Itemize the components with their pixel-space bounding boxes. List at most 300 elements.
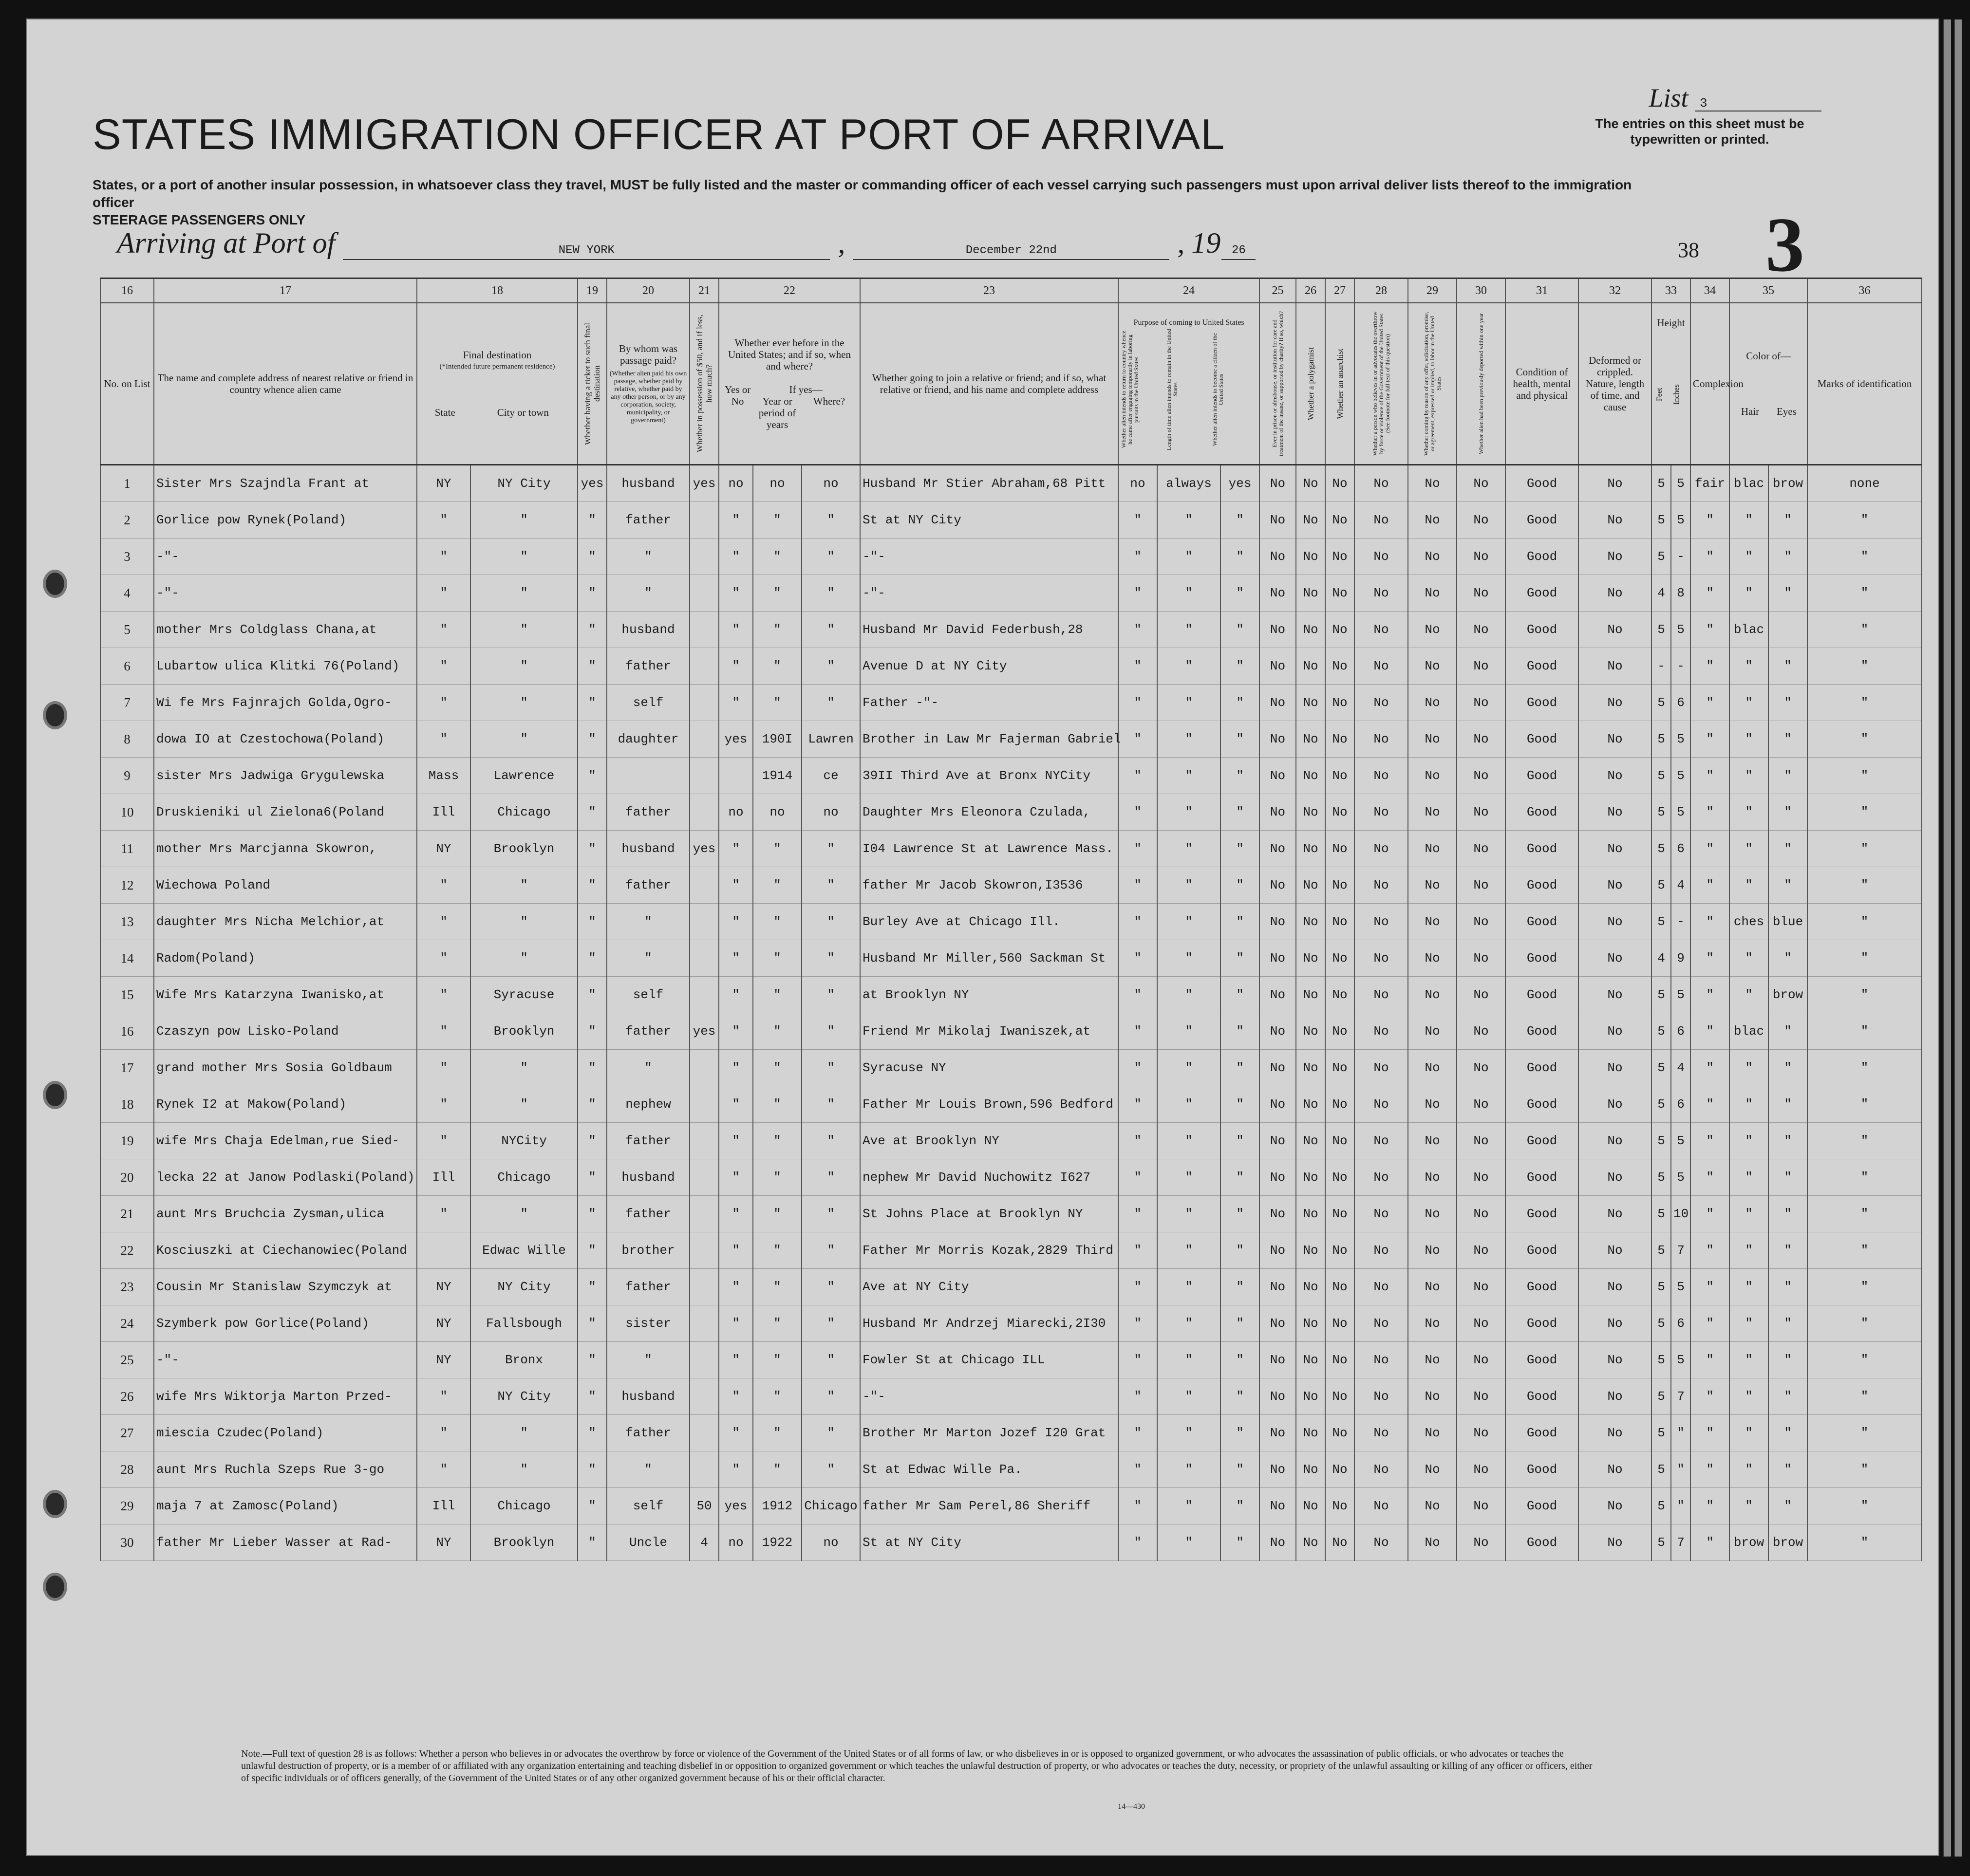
where-cell: ce [802, 758, 860, 794]
purpose-sub-2: Length of time alien intends to remain in the United States [1165, 329, 1179, 450]
deformed-cell: No [1578, 1342, 1651, 1378]
purpose-return: " [1118, 831, 1157, 867]
relative-address: lecka 22 at Janow Podlaski(Poland) [154, 1159, 417, 1196]
hair-color: " [1729, 539, 1768, 575]
years-cell: " [753, 1269, 802, 1305]
page-subtitle [93, 176, 1651, 229]
dest-state: " [417, 867, 470, 904]
joining-cell: father Mr Sam Perel,86 Sheriff [860, 1488, 1118, 1524]
overthrow-cell: No [1354, 1013, 1408, 1050]
deformed-cell: No [1578, 867, 1651, 904]
joining-cell: Ave at Brooklyn NY [860, 1123, 1118, 1159]
deformed-cell: No [1578, 539, 1651, 575]
row-number: 21 [100, 1196, 154, 1232]
years-cell: " [753, 1050, 802, 1086]
purpose-return: " [1118, 1123, 1157, 1159]
eye-color [1768, 612, 1807, 648]
manifest-row [100, 502, 1922, 539]
money-cell [690, 758, 719, 794]
polygamist-cell: No [1296, 977, 1325, 1013]
eye-color: " [1768, 758, 1807, 794]
purpose-return: no [1118, 465, 1157, 502]
column-heading-row [100, 303, 1922, 465]
dest-city: " [470, 1451, 578, 1488]
height-title: Height [1657, 317, 1685, 329]
purpose-length: " [1157, 648, 1220, 685]
prison-cell: No [1259, 1159, 1296, 1196]
complexion-cell: " [1690, 502, 1729, 539]
contract-cell: No [1408, 502, 1457, 539]
col-num: 29 [1408, 279, 1457, 303]
where-cell: " [802, 575, 860, 612]
purpose-citizen: " [1220, 831, 1259, 867]
height-feet: 5 [1651, 1013, 1671, 1050]
deported-cell: No [1457, 685, 1505, 721]
dest-state: Ill [417, 1488, 470, 1524]
joining-cell: St at Edwac Wille Pa. [860, 1451, 1118, 1488]
hair-color: " [1729, 1269, 1768, 1305]
contract-cell: No [1408, 612, 1457, 648]
polygamist-cell: No [1296, 539, 1325, 575]
complexion-cell: " [1690, 648, 1729, 685]
manifest-row [100, 1232, 1922, 1269]
hair-color: " [1729, 1415, 1768, 1451]
dest-state: " [417, 1013, 470, 1050]
relative-address: aunt Mrs Ruchla Szeps Rue 3-go [154, 1451, 417, 1488]
money-cell [690, 721, 719, 758]
deported-cell: No [1457, 1524, 1505, 1561]
dest-city: " [470, 612, 578, 648]
before-us-cell: " [719, 867, 753, 904]
years-cell: " [753, 648, 802, 685]
row-number: 3 [100, 539, 154, 575]
complexion-cell: fair [1690, 465, 1729, 502]
height-inches: 5 [1671, 612, 1690, 648]
purpose-return: " [1118, 977, 1157, 1013]
head-deformed: Deformed or crippled. Nature, length of time, and cause [1578, 303, 1651, 465]
manifest-row [100, 1086, 1922, 1123]
complexion-cell: " [1690, 1159, 1729, 1196]
row-number: 1 [100, 465, 154, 502]
height-feet: - [1651, 648, 1671, 685]
dest-state: NY [417, 831, 470, 867]
height-feet: 5 [1651, 904, 1671, 940]
height-feet: 5 [1651, 867, 1671, 904]
anarchist-cell: No [1325, 648, 1354, 685]
manifest-row [100, 1524, 1922, 1561]
marks-cell: " [1807, 1050, 1922, 1086]
anarchist-cell: No [1325, 1159, 1354, 1196]
complexion-cell: " [1690, 1451, 1729, 1488]
hair-color: " [1729, 940, 1768, 977]
joining-cell: nephew Mr David Nuchowitz I627 [860, 1159, 1118, 1196]
deformed-cell: No [1578, 1269, 1651, 1305]
prison-cell: No [1259, 904, 1296, 940]
height-feet: 5 [1651, 1232, 1671, 1269]
row-number: 25 [100, 1342, 154, 1378]
joining-cell: Friend Mr Mikolaj Iwaniszek,at [860, 1013, 1118, 1050]
years-cell: " [753, 940, 802, 977]
deformed-cell: No [1578, 502, 1651, 539]
contract-cell: No [1408, 1488, 1457, 1524]
joining-cell: -"- [860, 575, 1118, 612]
eye-color: " [1768, 1232, 1807, 1269]
purpose-return: " [1118, 502, 1157, 539]
purpose-length: " [1157, 1196, 1220, 1232]
hair-color: " [1729, 502, 1768, 539]
contract-cell: No [1408, 1123, 1457, 1159]
dest-state: " [417, 685, 470, 721]
head-final-destination [417, 303, 578, 465]
dest-city: NYCity [470, 1123, 578, 1159]
head-health: Condition of health, mental and physical [1505, 303, 1578, 465]
row-number: 10 [100, 794, 154, 831]
prison-cell: No [1259, 1050, 1296, 1086]
joining-cell: -"- [860, 539, 1118, 575]
contract-cell: No [1408, 1451, 1457, 1488]
anarchist-cell: No [1325, 1232, 1354, 1269]
purpose-length: " [1157, 904, 1220, 940]
ticket-cell: " [578, 1378, 607, 1415]
head-deported [1457, 303, 1505, 465]
relative-address: Wiechowa Poland [154, 867, 417, 904]
health-cell: Good [1505, 1269, 1578, 1305]
dest-state: " [417, 1378, 470, 1415]
eye-color: " [1768, 1013, 1807, 1050]
money-cell [690, 940, 719, 977]
overthrow-cell: No [1354, 612, 1408, 648]
marks-cell: " [1807, 612, 1922, 648]
purpose-length: " [1157, 1342, 1220, 1378]
eye-color: " [1768, 1196, 1807, 1232]
health-cell: Good [1505, 502, 1578, 539]
hair-color: " [1729, 1232, 1768, 1269]
polygamist-cell: No [1296, 904, 1325, 940]
anarchist-cell: No [1325, 1415, 1354, 1451]
height-inches: - [1671, 539, 1690, 575]
height-inches: 7 [1671, 1378, 1690, 1415]
subtitle-line-1: States, or a port of another insular possession, in whatsoever class they travel, MUST be fully listed and the master or commanding officer of each vessel carrying such passengers must upon arrival deliver lists thereof to the immigration officer [93, 177, 1632, 210]
relative-address: Cousin Mr Stanislaw Szymczyk at [154, 1269, 417, 1305]
prison-cell: No [1259, 1123, 1296, 1159]
money-cell [690, 1159, 719, 1196]
head-no-on-list: No. on List [100, 303, 154, 465]
years-cell: " [753, 612, 802, 648]
height-feet: 5 [1651, 1342, 1671, 1378]
where-cell: " [802, 1086, 860, 1123]
col-num: 28 [1354, 279, 1408, 303]
deformed-cell: No [1578, 794, 1651, 831]
deported-cell: No [1457, 758, 1505, 794]
contract-cell: No [1408, 794, 1457, 831]
final-destination-title: Final destination [463, 349, 532, 361]
height-feet: 5 [1651, 685, 1671, 721]
height-inches: " [1671, 1451, 1690, 1488]
relative-address: sister Mrs Jadwiga Grygulewska [154, 758, 417, 794]
purpose-return: " [1118, 1415, 1157, 1451]
complexion-cell: " [1690, 1232, 1729, 1269]
deformed-cell: No [1578, 1013, 1651, 1050]
health-cell: Good [1505, 977, 1578, 1013]
hair-color: " [1729, 867, 1768, 904]
purpose-length: " [1157, 1050, 1220, 1086]
purpose-citizen: " [1220, 1013, 1259, 1050]
manifest-row [100, 1013, 1922, 1050]
dest-city: " [470, 940, 578, 977]
polygamist-cell: No [1296, 1488, 1325, 1524]
manifest-row [100, 612, 1922, 648]
height-feet: 5 [1651, 1123, 1671, 1159]
form-code: 14—430 [1118, 1802, 1145, 1811]
eye-color: " [1768, 794, 1807, 831]
anarchist-cell: No [1325, 1378, 1354, 1415]
manifest-row [100, 831, 1922, 867]
dest-city: " [470, 721, 578, 758]
height-feet: 5 [1651, 977, 1671, 1013]
col-num: 21 [690, 279, 719, 303]
height-feet: 5 [1651, 465, 1671, 502]
prison-cell: No [1259, 758, 1296, 794]
joining-cell: Burley Ave at Chicago Ill. [860, 904, 1118, 940]
passage-paid-by: self [607, 685, 690, 721]
hair-color: " [1729, 1086, 1768, 1123]
complexion-cell: " [1690, 1342, 1729, 1378]
height-inches: - [1671, 904, 1690, 940]
passage-paid-by: father [607, 867, 690, 904]
anarchist-cell: No [1325, 1524, 1354, 1561]
eye-color: " [1768, 1378, 1807, 1415]
before-us-cell: " [719, 1378, 753, 1415]
prison-cell: No [1259, 1488, 1296, 1524]
eye-color: " [1768, 1050, 1807, 1086]
before-us-cell: " [719, 831, 753, 867]
dest-city: " [470, 904, 578, 940]
dest-city: Chicago [470, 1159, 578, 1196]
hair-color: " [1729, 758, 1768, 794]
list-label-text: List [1649, 83, 1689, 112]
dest-city: Syracuse [470, 977, 578, 1013]
money-cell: yes [690, 831, 719, 867]
dest-state: NY [417, 1342, 470, 1378]
deported-cell: No [1457, 1013, 1505, 1050]
head-contract-text: Whether coming by reason of any offer, solicitation, promise, or agreement, expressed or implied, to labor in the United States [1422, 312, 1442, 456]
dest-state: Ill [417, 794, 470, 831]
ticket-cell: " [578, 977, 607, 1013]
contract-cell: No [1408, 1415, 1457, 1451]
height-feet: 5 [1651, 831, 1671, 867]
before-us-cell: " [719, 648, 753, 685]
hair-color: " [1729, 1378, 1768, 1415]
before-us-cell: " [719, 1232, 753, 1269]
eye-color: " [1768, 502, 1807, 539]
deformed-cell: No [1578, 1159, 1651, 1196]
marks-cell: " [1807, 539, 1922, 575]
anarchist-cell: No [1325, 721, 1354, 758]
polygamist-cell: No [1296, 1196, 1325, 1232]
overthrow-cell: No [1354, 758, 1408, 794]
hair-color: brow [1729, 1524, 1768, 1561]
deformed-cell: No [1578, 648, 1651, 685]
before-us-cell: " [719, 904, 753, 940]
purpose-length: " [1157, 1524, 1220, 1561]
hair-color: blac [1729, 1013, 1768, 1050]
height-feet: 5 [1651, 1451, 1671, 1488]
contract-cell: No [1408, 1378, 1457, 1415]
eye-color: " [1768, 1159, 1807, 1196]
joining-cell: Husband Mr David Federbush,28 [860, 612, 1118, 648]
col-num: 33 [1651, 279, 1690, 303]
health-cell: Good [1505, 1305, 1578, 1342]
passage-paid-by: husband [607, 1378, 690, 1415]
row-number: 16 [100, 1013, 154, 1050]
col-num: 27 [1325, 279, 1354, 303]
year-prefix: 19 [1191, 227, 1221, 259]
dest-city: Edwac Wille [470, 1232, 578, 1269]
purpose-return: " [1118, 1524, 1157, 1561]
purpose-citizen: " [1220, 1269, 1259, 1305]
complexion-cell: " [1690, 1013, 1729, 1050]
money-cell [690, 794, 719, 831]
overthrow-cell: No [1354, 1086, 1408, 1123]
before-us-cell: " [719, 612, 753, 648]
height-feet: 5 [1651, 1488, 1671, 1524]
purpose-citizen: " [1220, 1524, 1259, 1561]
before-us-cell: " [719, 575, 753, 612]
relative-address: maja 7 at Zamosc(Poland) [154, 1488, 417, 1524]
money-cell [690, 1378, 719, 1415]
eye-color: " [1768, 721, 1807, 758]
eye-color: " [1768, 648, 1807, 685]
purpose-return: " [1118, 940, 1157, 977]
relative-address: Szymberk pow Gorlice(Poland) [154, 1305, 417, 1342]
anarchist-cell: No [1325, 575, 1354, 612]
marks-cell: " [1807, 1451, 1922, 1488]
height-inches: 4 [1671, 1050, 1690, 1086]
deformed-cell: No [1578, 1524, 1651, 1561]
joining-cell: 39II Third Ave at Bronx NYCity [860, 758, 1118, 794]
manifest-row [100, 1305, 1922, 1342]
hair-color: " [1729, 1305, 1768, 1342]
polygamist-cell: No [1296, 502, 1325, 539]
overthrow-cell: No [1354, 1269, 1408, 1305]
binding-hole [43, 1081, 67, 1109]
deported-cell: No [1457, 904, 1505, 940]
purpose-citizen: " [1220, 867, 1259, 904]
money-cell [690, 575, 719, 612]
health-cell: Good [1505, 831, 1578, 867]
marks-cell: " [1807, 575, 1922, 612]
head-feet: Feet [1655, 388, 1664, 401]
passage-paid-by: " [607, 1342, 690, 1378]
subtitle-line-2: STEERAGE PASSENGERS ONLY [93, 212, 306, 227]
health-cell: Good [1505, 612, 1578, 648]
where-cell: " [802, 685, 860, 721]
ticket-cell: " [578, 1524, 607, 1561]
ticket-cell: " [578, 721, 607, 758]
purpose-return: " [1118, 1232, 1157, 1269]
anarchist-cell: No [1325, 794, 1354, 831]
health-cell: Good [1505, 1086, 1578, 1123]
marks-cell: " [1807, 1123, 1922, 1159]
before-us-cell: " [719, 1196, 753, 1232]
col-num: 16 [100, 279, 154, 303]
passage-paid-by: " [607, 575, 690, 612]
overthrow-cell: No [1354, 721, 1408, 758]
anarchist-cell: No [1325, 1050, 1354, 1086]
complexion-cell: " [1690, 1196, 1729, 1232]
contract-cell: No [1408, 1269, 1457, 1305]
head-eyes: Eyes [1777, 406, 1797, 417]
eye-color: " [1768, 1342, 1807, 1378]
passage-paid-by: husband [607, 831, 690, 867]
purpose-return: " [1118, 648, 1157, 685]
ticket-cell: " [578, 575, 607, 612]
binding-hole [43, 1490, 67, 1518]
deformed-cell: No [1578, 721, 1651, 758]
marks-cell: " [1807, 904, 1922, 940]
dest-city: NY City [470, 465, 578, 502]
manifest-row [100, 977, 1922, 1013]
dest-city: Brooklyn [470, 831, 578, 867]
where-cell: " [802, 1378, 860, 1415]
where-cell: " [802, 831, 860, 867]
prison-cell: No [1259, 794, 1296, 831]
head-marks: Marks of identification [1807, 303, 1922, 465]
col-num: 22 [719, 279, 860, 303]
manifest-row [100, 1342, 1922, 1378]
passage-paid-title: By whom was passage paid? [619, 343, 678, 366]
where-cell: " [802, 502, 860, 539]
height-inches: 5 [1671, 794, 1690, 831]
head-inches: Inches [1672, 384, 1681, 405]
hair-color: " [1729, 1123, 1768, 1159]
complexion-cell: " [1690, 867, 1729, 904]
purpose-citizen: " [1220, 1415, 1259, 1451]
dest-state: " [417, 1086, 470, 1123]
polygamist-cell: No [1296, 1013, 1325, 1050]
marks-cell: " [1807, 648, 1922, 685]
prison-cell: No [1259, 1378, 1296, 1415]
purpose-citizen: " [1220, 1451, 1259, 1488]
purpose-sub-3: Whether alien intends to become a citizen of the United States [1211, 333, 1224, 446]
where-cell: " [802, 1269, 860, 1305]
passage-paid-by: nephew [607, 1086, 690, 1123]
deported-cell: No [1457, 1415, 1505, 1451]
prison-cell: No [1259, 539, 1296, 575]
ticket-cell: " [578, 648, 607, 685]
purpose-length: " [1157, 831, 1220, 867]
list-number: 3 [1695, 96, 1821, 111]
health-cell: Good [1505, 1050, 1578, 1086]
head-anarchist-text: Whether an anarchist [1335, 348, 1345, 419]
health-cell: Good [1505, 1451, 1578, 1488]
height-feet: 5 [1651, 539, 1671, 575]
relative-address: Wife Mrs Katarzyna Iwanisko,at [154, 977, 417, 1013]
ticket-cell: " [578, 1086, 607, 1123]
years-cell: " [753, 904, 802, 940]
relative-address: daughter Mrs Nicha Melchior,at [154, 904, 417, 940]
purpose-return: " [1118, 1378, 1157, 1415]
height-feet: 5 [1651, 502, 1671, 539]
purpose-citizen: " [1220, 1342, 1259, 1378]
dest-state: " [417, 904, 470, 940]
years-cell: 190I [753, 721, 802, 758]
polygamist-cell: No [1296, 575, 1325, 612]
overthrow-cell: No [1354, 831, 1408, 867]
marks-cell: " [1807, 1269, 1922, 1305]
ticket-cell: " [578, 685, 607, 721]
relative-address: mother Mrs Marcjanna Skowron, [154, 831, 417, 867]
